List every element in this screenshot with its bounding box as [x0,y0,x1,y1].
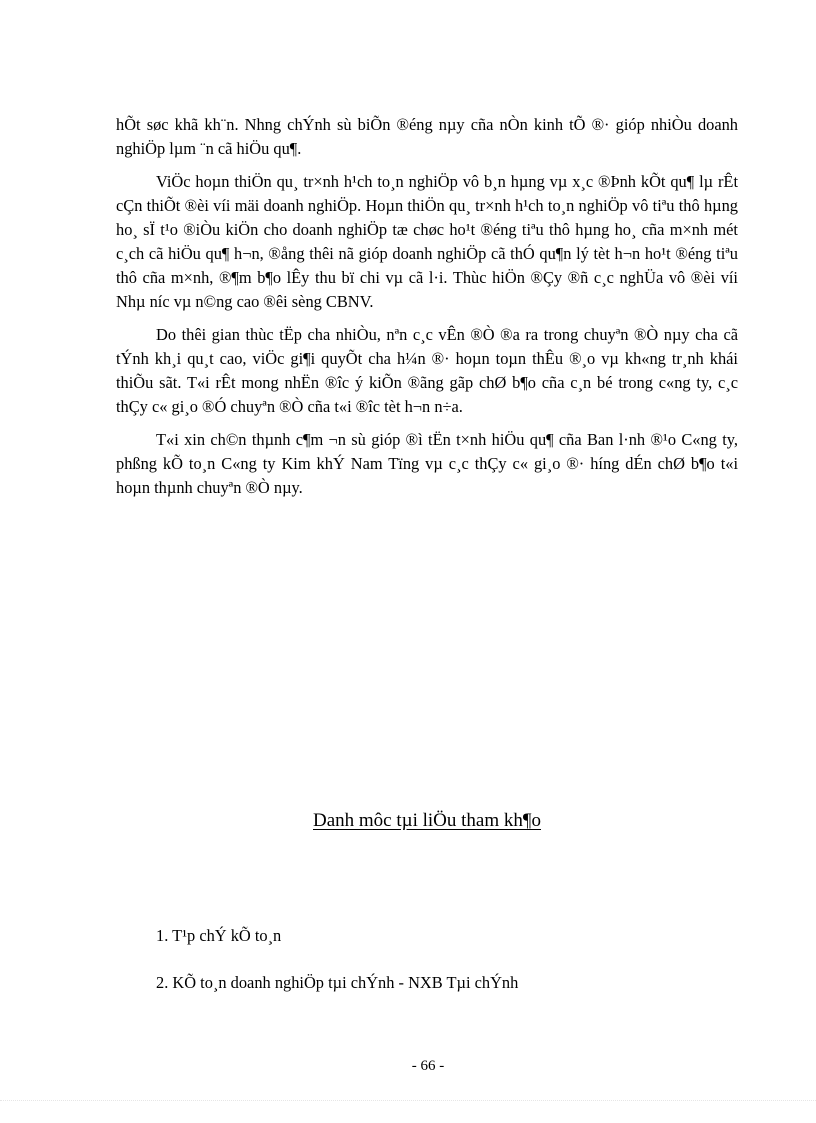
paragraph-continued: hÕt søc khã kh¨n. Nhng chÝnh sù biÕn ®éng nµy cña nÒn kinh tÕ ®· gióp nhiÒu doanh nghiÖp lµm ¨n cã hiÖu qu¶. [116,115,738,158]
conclusion-text [116,113,738,509]
page-number: - 66 - [411,1058,445,1074]
reference-item: 1. T¹p chÝ kÕ to¸n [156,926,282,945]
reference-item: 2. KÕ to¸n doanh nghiÖp tµi chÝnh - NXB Tµi chÝnh [156,973,519,992]
paragraph-limitations: Do thêi gian thùc tËp cha nhiÒu, nªn c¸c vÊn ®Ò ®a ra trong chuyªn ®Ò nµy cha cã tÝnh kh¸i qu¸t cao, viÖc gi¶i quyÕt cha h¼n ®· hoµn toµn thÊu ®¸o vµ kh«ng tr¸nh khái thiÕu sãt. T«i rÊt mong nhËn ®îc ý kiÕn ®ãng gãp chØ b¶o cña c¸n bé trong c«ng ty, c¸c thÇy c« gi¸o ®Ó chuyªn ®Ò cña t«i ®îc tèt h¬n n÷a. [116,325,738,416]
paragraph-improvement: ViÖc hoµn thiÖn qu¸ tr×nh h¹ch to¸n nghiÖp vô b¸n hµng vµ x¸c ®Þnh kÕt qu¶ lµ rÊt cÇn thiÕt ®èi víi mäi doanh nghiÖp. Hoµn thiÖn qu¸ tr×nh h¹ch to¸n nghiÖp vô tiªu thô hµng ho¸ sÏ t¹o ®iÒu kiÖn cho doanh nghiÖp tæ chøc ho¹t ®éng tiªu thô hµng ho¸ cña m×nh mét c¸ch cã hiÖu qu¶ h¬n, ®ång thêi nã gióp doanh nghiÖp cã thÓ qu¶n lý tèt h¬n ho¹t ®éng tiªu thô cña m×nh, ®¶m b¶o lÊy thu bï chi vµ cã l·i. Thùc hiÖn ®Çy ®ñ c¸c nghÜa vô ®èi víi Nhµ níc vµ n©ng cao ®êi sèng CBNV. [116,172,738,311]
references-heading: Danh môc tµi liÖu tham kh¶o [313,810,541,831]
footer-divider [0,1100,816,1101]
paragraph-thanks: T«i xin ch©n thµnh c¶m ¬n sù gióp ®ì tËn t×nh hiÖu qu¶ cña Ban l·nh ®¹o C«ng ty, phßng kÕ to¸n C«ng ty Kim khÝ Nam Tïng vµ c¸c thÇy c« gi¸o ®· híng dÉn chØ b¶o t«i hoµn thµnh chuyªn ®Ò nµy. [116,430,738,497]
